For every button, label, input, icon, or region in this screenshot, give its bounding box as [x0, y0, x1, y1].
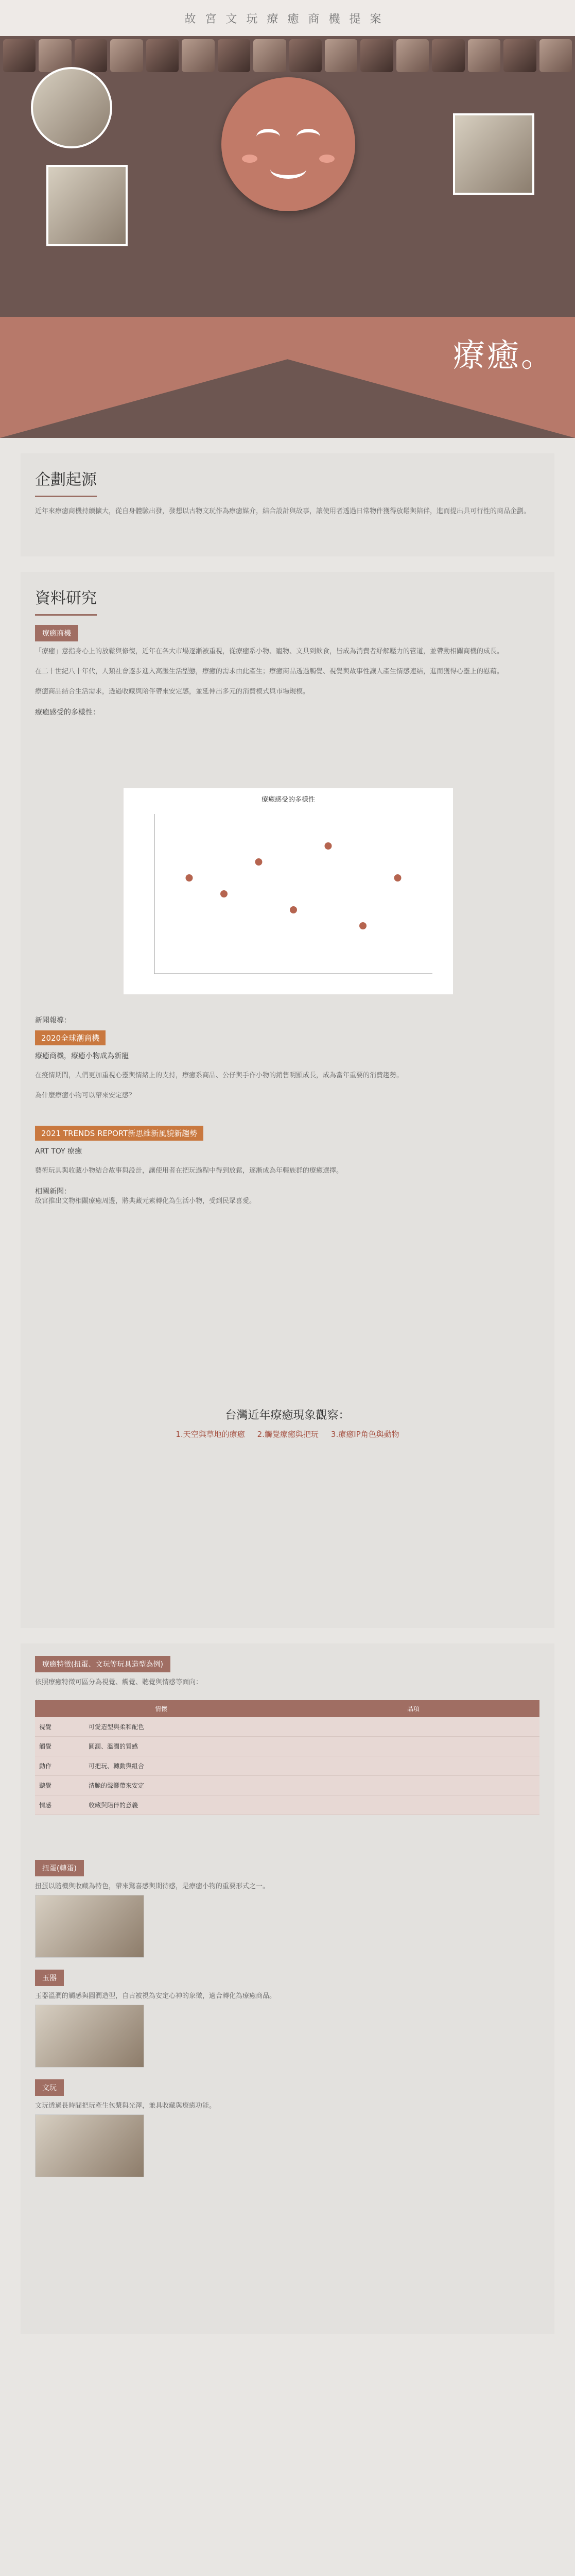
item-a-image — [35, 1895, 144, 1958]
features-table-head — [35, 1700, 539, 1717]
research-tag: 療癒商機 — [35, 625, 78, 641]
chart-point-6 — [359, 922, 367, 929]
news-2-body: 藝術玩具與收藏小物結合故事與設計，讓使用者在把玩過程中得到放鬆，逐漸成為年輕族群的療癒選擇。 — [35, 1167, 343, 1175]
news-2-title: 2021 TRENDS REPORT新思維新風貌新趨勢 — [35, 1126, 203, 1141]
page-header: 故宮文玩療癒商機提案 — [0, 0, 575, 36]
col-left: 情懷 — [154, 1705, 167, 1713]
origin-body: 近年來療癒商機持續擴大，從自身體驗出發，發想以古物文玩作為療癒媒介，結合設計與故事，讓使用者透過日常物件獲得放鬆與陪伴，進而提出具可行性的商品企劃。 — [35, 507, 531, 515]
item-c-body: 文玩透過長時間把玩產生包漿與光澤，兼具收藏與療癒功能。 — [35, 2102, 216, 2110]
chart-point-1 — [186, 874, 193, 882]
table-row: 聽覺 清脆的聲響帶來安定 — [35, 1776, 539, 1795]
table-row: 動作 可把玩、轉動與組合 — [35, 1756, 539, 1776]
chart-point-5 — [325, 842, 332, 850]
hero-title: 療癒。 — [453, 336, 555, 374]
observation-item-3: 3.療癒IP角色與動物 — [330, 1430, 399, 1439]
chart-point-3 — [255, 858, 263, 866]
research-p1: 「療癒」意指身心上的放鬆與修復，近年在各大市場逐漸被重視，從療癒系小物、寵物、文具到飲食，皆成為消費者紓解壓力的管道，並帶動相關商機的成長。 — [35, 648, 504, 655]
item-a-body: 扭蛋以隨機與收藏為特色，帶來驚喜感與期待感，是療癒小物的重要形式之一。 — [35, 1883, 270, 1890]
research-p2: 在二十世紀八十年代，人類社會逐步進入高壓生活型態，療癒的需求由此產生；療癒商品透過觸覺、視覺與故事性讓人產生情感連結，進而獲得心靈上的慰藉。 — [35, 668, 504, 675]
healing-chart — [124, 788, 453, 994]
chart-point-4 — [290, 906, 297, 913]
table-row: 視覺 可愛造型與柔和配色 — [35, 1717, 539, 1737]
item-a-title: 扭蛋(轉蛋) — [35, 1860, 84, 1876]
research-title: 資料研究 — [35, 589, 97, 607]
observation-title: 台灣近年療癒現象觀察： — [225, 1409, 350, 1422]
observation-item-1: 1.天空與草地的療癒 — [176, 1430, 245, 1439]
chart-title: 療癒感受的多樣性 — [261, 796, 316, 804]
item-b-body: 玉器溫潤的觸感與圓潤造型，自古被視為安定心神的象徵，適合轉化為療癒商品。 — [35, 1992, 276, 2000]
section-origin — [21, 453, 554, 556]
news-3-body: 故宮推出文物相關療癒周邊，將典藏元素轉化為生活小物，受到民眾喜愛。 — [35, 1197, 256, 1205]
item-c-title: 文玩 — [35, 2079, 64, 2096]
chart-point-2 — [220, 890, 228, 897]
item-b-image — [35, 2005, 144, 2067]
item-c-image — [35, 2114, 144, 2177]
news-2-subtitle: ART TOY 療癒 — [35, 1147, 82, 1156]
section-features — [21, 1643, 554, 2334]
news-1-question: 為什麼療癒小物可以帶來安定感？ — [35, 1092, 136, 1099]
col-right: 品項 — [407, 1705, 420, 1713]
origin-title: 企劃起源 — [35, 471, 97, 489]
table-row: 情感 收藏與陪伴的意義 — [35, 1795, 539, 1815]
artifact-thumb-2 — [46, 165, 128, 246]
artifact-thumb-3 — [453, 113, 534, 195]
research-p3: 療癒商品結合生活需求，透過收藏與陪伴帶來安定感，並延伸出多元的消費模式與市場規模。 — [35, 688, 310, 696]
table-row: 觸覺 圓潤、溫潤的質感 — [35, 1737, 539, 1756]
observation-item-2: 2.觸覺療癒與把玩 — [257, 1430, 319, 1439]
hero-banner — [0, 36, 575, 438]
smiley-face — [221, 77, 355, 211]
news-1-body: 在疫情期間，人們更加重視心靈與情緒上的支持，療癒系商品、公仔與手作小物的銷售明顯成長，成為當年重要的消費趨勢。 — [35, 1072, 404, 1079]
chart-caption: 療癒感受的多樣性： — [35, 708, 100, 717]
healing-chart-svg — [124, 788, 453, 994]
news-1-title: 2020全球潮商機 — [35, 1030, 106, 1045]
features-intro: 依照療癒特徵可區分為視覺、觸覺、聽覺與情感等面向： — [35, 1679, 203, 1686]
news-label: 新聞報導： — [35, 1016, 71, 1025]
chart-point-7 — [394, 874, 402, 882]
news-3-label: 相關新聞： — [35, 1188, 71, 1196]
features-table — [35, 1700, 539, 1815]
section-research — [21, 572, 554, 1628]
news-1-subtitle: 療癒商機，療癒小物成為新寵 — [35, 1052, 129, 1060]
item-b-title: 玉器 — [35, 1970, 64, 1986]
artifact-thumb-1 — [31, 67, 112, 148]
features-title: 療癒特徵(扭蛋、文玩等玩具造型為例) — [35, 1656, 170, 1672]
